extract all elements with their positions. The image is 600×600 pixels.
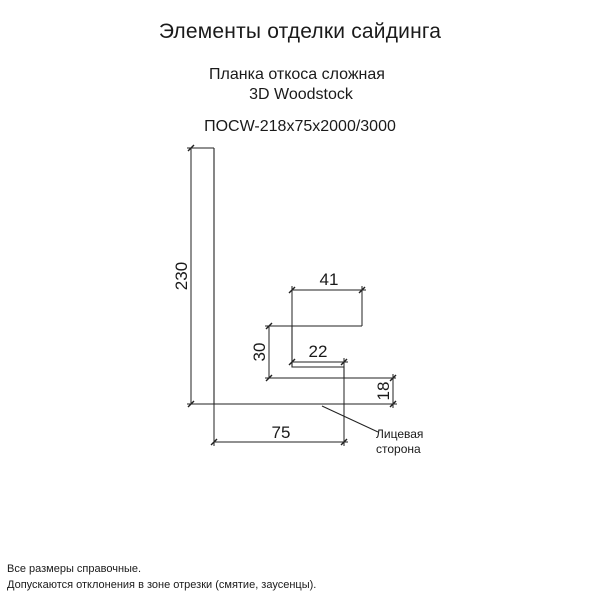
footer-notes [7,561,316,593]
dim-230-label: 230 [172,261,191,291]
note-cutting-tolerance: Допускаются отклонения в зоне отрезки (смятие, заусенцы). [7,579,317,591]
product-name: Планка откоса сложная [209,66,385,83]
product-variant: 3D Woodstock [249,86,353,103]
dim-22-label: 22 [308,342,328,361]
callout-leader [322,406,378,432]
dim-18-label: 18 [374,381,393,401]
profile-outline [214,148,330,404]
callout-label-line2: сторона [376,442,421,456]
product-code: ПОСW-218x75x2000/3000 [204,118,396,135]
dim-41-label: 41 [319,270,339,289]
dim-75-label: 75 [271,423,291,442]
callout-label-line1: Лицевая [376,427,424,441]
note-reference-dimensions: Все размеры справочные. [7,563,142,575]
dim-30-label: 30 [250,342,269,362]
page-title: Элементы отделки сайдинга [158,20,442,43]
